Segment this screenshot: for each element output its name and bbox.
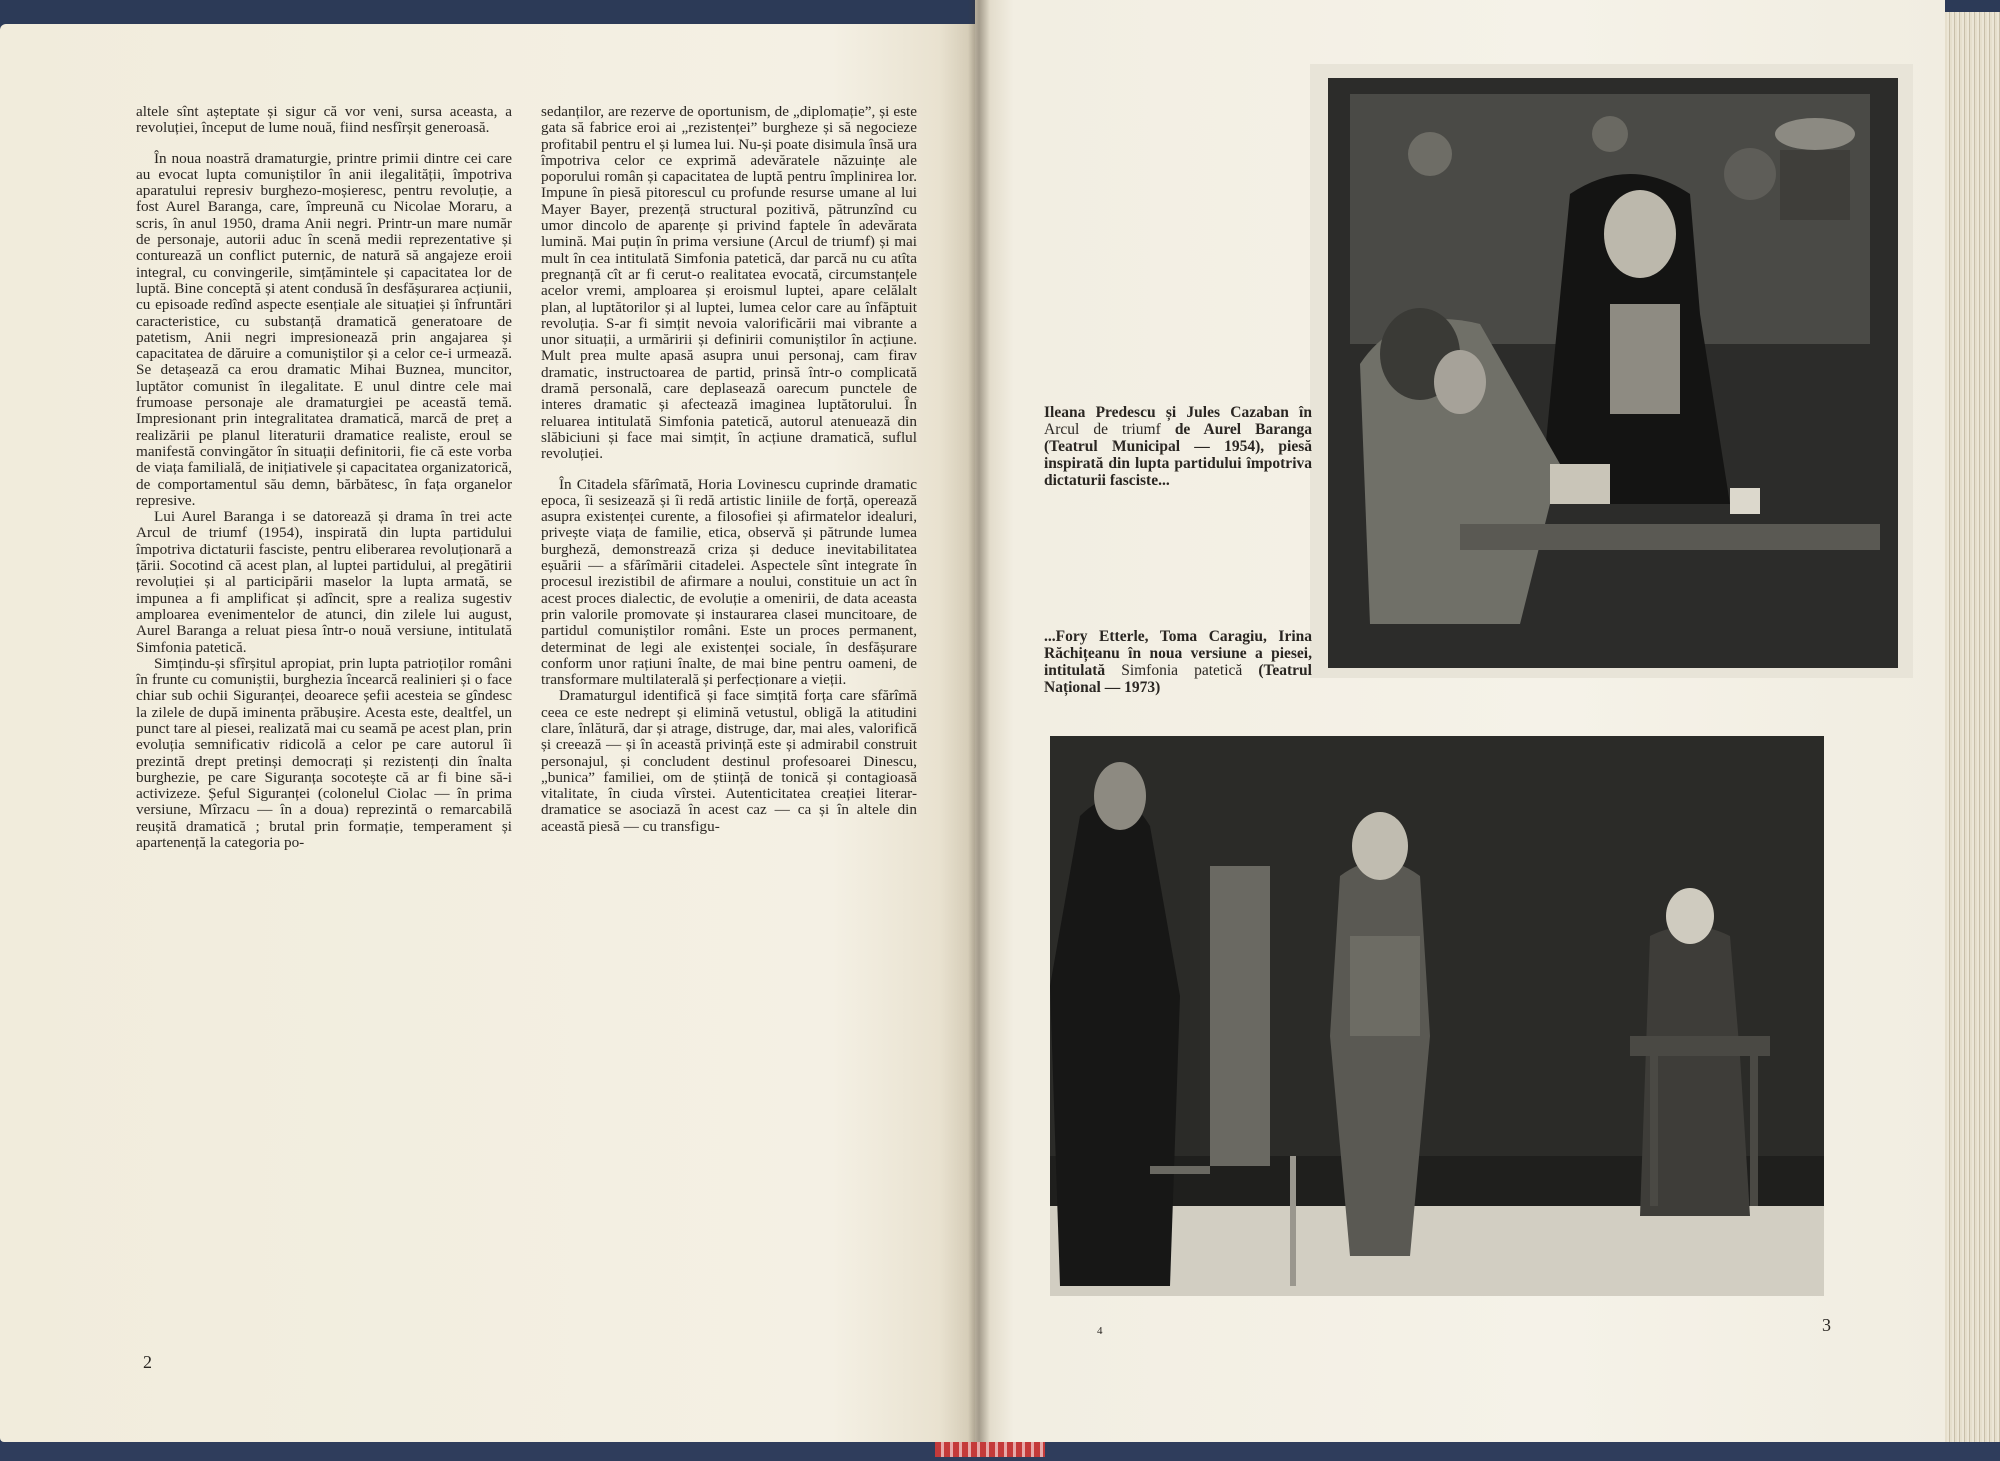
paragraph: În Citadela sfărîmată, Horia Lovinescu cuprinde dramatic epoca, îi sesizează și îi redă artistic liniile de forță, operează asupra existenței curente, a filosofiei și afirmatelor idealuri, privește viața de familie, etica, observă și pătrunde lumea burgheză, demonstrează criza și deduce inevitabilitatea eșuării — a sfărîmării citadelei. Aspectele sînt integrate în procesul irezistibil de afirmare a noului, constituie un act în acest proces dialectic, de evoluție a omenirii, de data aceasta prin valorile promovate și instaurarea clasei muncitoare, de partidul comuniștilor români. Este un proces permanent, determinat de legi ale existenței sociale, în desfășurare conform unor rațiuni înalte, de mai bine pentru oameni, de transformare multilaterală și perfecționare a vieții.	[541, 475, 917, 689]
photo-simfonia-patetica	[1050, 736, 1824, 1296]
paragraph: Dramaturgul identifică și face simțită forța care sfărîmă ceea ce este nedrept și elimină vetustul, obligă la atitudini clare, înlătură, dar și atrage, distruge, dar, mai ales, valorifică și creează — și în această privință este și admirabil construit personajul, și concludent destinul profesoarei Dinescu, „bunica” familiei, om de știință de tonică și contagioasă vitalitate, în ciuda vîrstei. Autenticitatea creației literar-dramatice se asociază în acest caz — ca și în altele din această piesă — cu transfigu-	[541, 687, 917, 835]
paragraph: sedanților, are rezerve de oportunism, de „diplomație”, și este gata să fabrice eroi ai „rezistenței” burgheze și să negocieze profitabil pentru el și lumea lui. Nu-și poate disimula însă ura împotriva celor ce exprimă adevăratele năzuințe ale poporului român și capacitatea de luptă pentru împlinirea lor. Impune în piesă pitorescul cu profunde resurse umane al lui Mayer Bayer, prezență structural pozitivă, pătrunzînd cu umor dincolo de aparențe și privind faptele în adevărata lumină. Mai puțin în prima versiune (Arcul de triumf) și mai mult în cea intitulată Simfonia patetică, dar parcă nu cu atîta pregnanță cît ar fi cerut-o realitatea evocată, circumstanțele acelor vremi, amploarea și eroismul luptei, apare celălalt plan, al luptătorilor și al luptei, lumea celor care au înfăptuit revoluția. S-ar fi simțit nevoia valorificării mai vibrante a unor situații, a urmăririi și definirii comuniștilor în acțiune. Mult prea multe apasă asupra unui personaj, cam firav dramatic, instructoarea de partid, prinsă într-o complicată dramă personală, care deplasează oarecum punctele de interes dramatic și afectează imaginea luptătorului. În reluarea intitulată Simfonia patetică, autorul atenuează din slăbiciuni și face mai simțit, în acțiune dramatică, suflul revoluției.	[541, 104, 917, 463]
paragraph: Lui Aurel Baranga i se datorează și drama în trei acte Arcul de triumf (1954), inspirată din lupta partidului împotriva dictaturii fasciste, pentru eliberarea revoluționară a țării. Socotind că acest plan, al luptei partidului, al pregătirii revoluției și al participării maselor la lupta armată, se impunea a fi amplificat și adîncit, spre a realiza sugestiv amploarea evenimentelor de atunci, din zilele lui august, Aurel Baranga a reluat piesa într-o nouă versiune, intitulată Simfonia patetică.	[136, 508, 512, 656]
photo-caption-2	[1044, 628, 1312, 696]
paragraph: În noua noastră dramaturgie, printre primii dintre cei care au evocat lupta comuniștilor în anii ilegalității, împotriva aparatului represiv burghezo-moșieresc, pentru revoluție, a fost Aurel Baranga, care, împreună cu Nicolae Moraru, a scris, în anul 1950, drama Anii negri. Printr-un mare număr de personaje, autorii aduc în scenă medii reprezentative și conturează un conflict puternic, de natură să angajeze eroii integral, cu convingerile, simțămintele și capacitatea lor de luptă. Bine conceptă și atent condusă în desfășurarea acțiunii, cu episoade redînd aspecte esențiale ale situației și înfruntări caracteristice, cu substanță dramatică generatoare de patetism, Anii negri impresionează prin angajarea și capacitatea de dăruire a comuniștilor și a celor ce-i urmează. Se detașează ca erou dramatic Mihai Buznea, muncitor, luptător comunist în ilegalitate. E unul dintre cele mai frumoase personaje ale dramaturgiei pe această temă. Impresionant prin integralitatea dramatică, marcă de preț a realizării pe planul literaturii dramatice realiste, eroul se manifestă convingător în situații definitorii, fie că este vorba de viața familială, de inițiativele și capacitatea organizatorică, de comportamentul său demn, bărbătesc, în fața organelor represive.	[136, 149, 512, 509]
caption-title: Simfonia patetică	[1121, 662, 1243, 679]
caption-bold: de Aurel Baranga (Teatrul Municipal — 1954), piesă inspirată din lupta partidului împotriva dictaturii fasciste...	[1044, 421, 1312, 489]
page-number-left: 2	[143, 1352, 152, 1372]
caption-bold: ...Fory Etterle, Toma Caragiu, Irina Răchițeanu în noua versiune a piesei, intitulată	[1044, 628, 1312, 679]
photo-arcul-de-triumf	[1310, 64, 1913, 678]
caption-bold: (Teatrul Național — 1973)	[1044, 662, 1312, 696]
caption-bold: Ileana Predescu și Jules Cazaban în	[1044, 404, 1312, 421]
page-edges	[1942, 12, 2000, 1442]
bookmark-ribbon	[935, 1442, 1045, 1457]
paragraph: altele sînt așteptate și sigur că vor veni, sursa aceasta, a revoluției, început de lume nouă, fiind nesfîrșit generoasă.	[136, 104, 512, 137]
photo-caption-1	[1044, 404, 1312, 489]
caption-title: Arcul de triumf	[1044, 421, 1161, 438]
left-text-column	[136, 104, 512, 1354]
page-number-small: 4	[1097, 1325, 1103, 1337]
page-number-right: 3	[1822, 1315, 1831, 1335]
spine-shadow	[968, 0, 990, 1442]
paragraph: Simțindu-și sfîrșitul apropiat, prin lupta patrioților români în frunte cu comuniștii, burghezia încearcă realinieri și o face chiar sub ochii Siguranței, deoarece șefii acesteia se gîndesc la zilele de după iminenta prăbușire. Acesta este, dealtfel, un punct tare al piesei, realizată mai cu seamă pe acest plan, prin evoluția semnificativ ridicolă a celor pe care autorul îi prezintă drept pretinși democrați și rezistenți din înalta burghezie, pe care Siguranța socotește că ar fi bine să-i activizeze. Șeful Siguranței (colonelul Ciolac — în prima versiune, Mîrzacu — în a doua) reprezintă o remarcabilă reușită dramatică ; brutal prin formație, temperament și apartenență la categoria po-	[136, 654, 512, 852]
right-text-column	[541, 104, 917, 1354]
